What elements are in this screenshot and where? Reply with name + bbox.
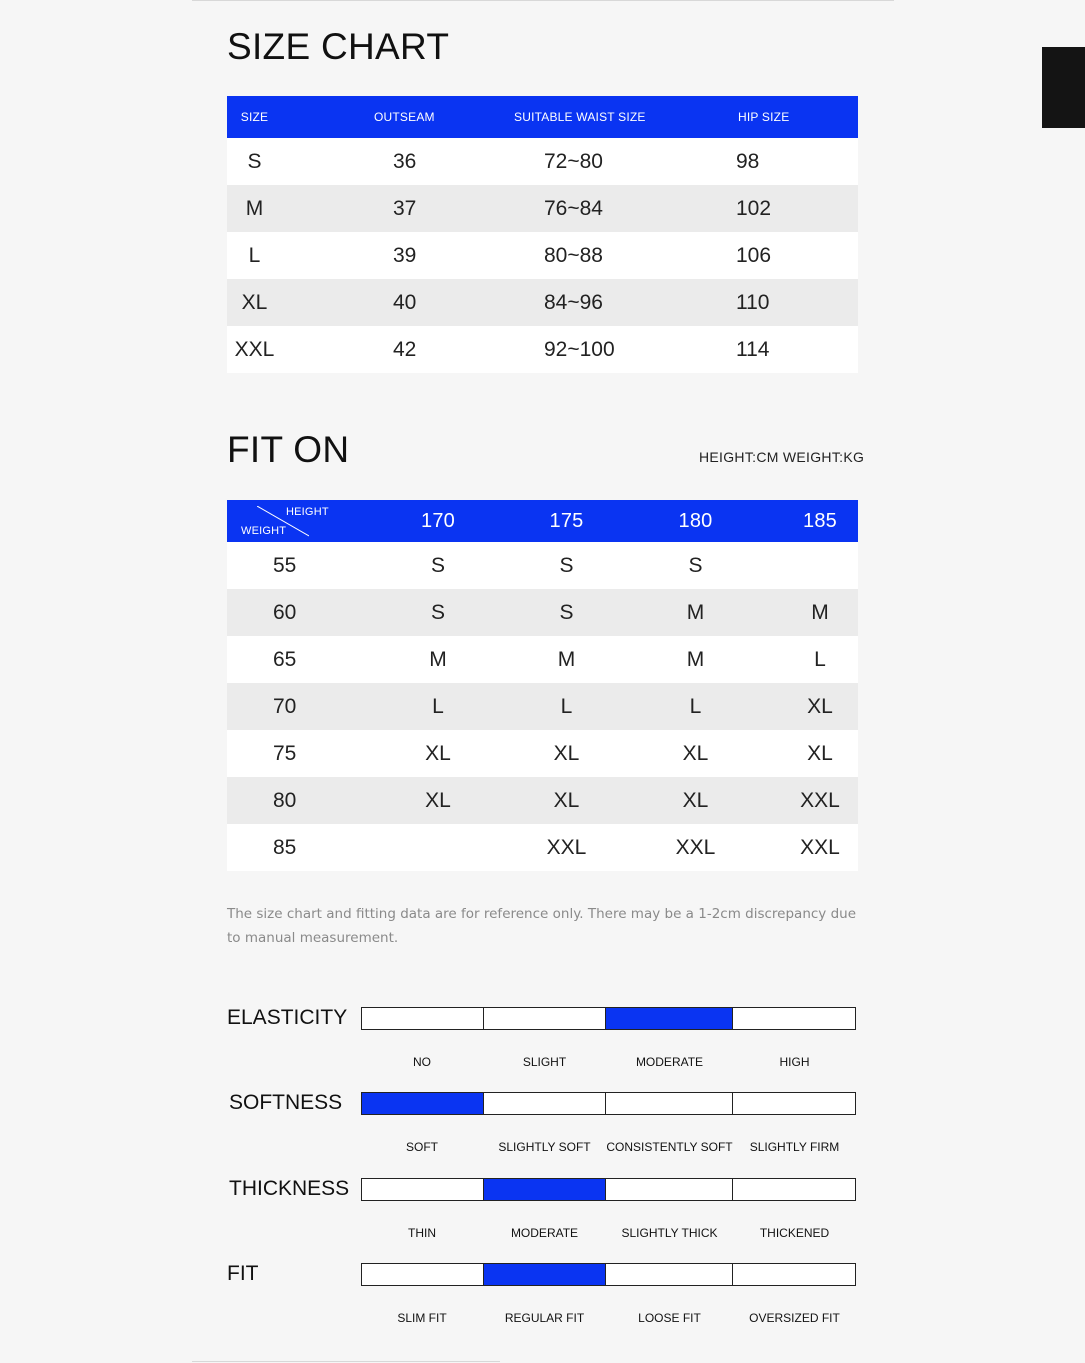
elasticity-scale-segment bbox=[733, 1008, 856, 1029]
height-axis-label: HEIGHT bbox=[286, 506, 329, 518]
hip-cell: 110 bbox=[696, 279, 858, 326]
elasticity-scale-segment bbox=[362, 1008, 484, 1029]
weight-cell: 80 bbox=[227, 777, 346, 824]
height-header-cell: 185 bbox=[732, 500, 858, 542]
thickness-option-label: THIN bbox=[408, 1226, 436, 1240]
recommended-size-cell: M bbox=[474, 636, 603, 683]
fit-on-row bbox=[227, 777, 858, 824]
outseam-cell: 42 bbox=[282, 326, 514, 373]
size-chart-row bbox=[227, 279, 858, 326]
softness-scale-segment bbox=[362, 1093, 484, 1114]
fit-on-row bbox=[227, 589, 858, 636]
weight-cell: 85 bbox=[227, 824, 346, 871]
fit-scale-segment bbox=[606, 1264, 732, 1285]
height-header-cell: 170 bbox=[346, 500, 474, 542]
reference-note: The size chart and fitting data are for reference only. There may be a 1-2cm discrepancy due to manual measurement. bbox=[227, 906, 857, 946]
outseam-cell: 36 bbox=[282, 138, 514, 185]
hip-cell: 114 bbox=[696, 326, 858, 373]
size-chart-row bbox=[227, 138, 858, 185]
recommended-size-cell: XL bbox=[732, 730, 858, 777]
waist-cell: 80~88 bbox=[514, 232, 696, 279]
size-cell: M bbox=[227, 185, 282, 232]
fit-on-row bbox=[227, 824, 858, 871]
height-header-cell: 180 bbox=[603, 500, 732, 542]
softness-options bbox=[361, 1140, 856, 1156]
elasticity-label: ELASTICITY bbox=[227, 1006, 348, 1029]
elasticity-option-label: NO bbox=[413, 1055, 431, 1069]
recommended-size-cell: L bbox=[474, 683, 603, 730]
size-chart-title: SIZE CHART bbox=[227, 26, 450, 67]
thickness-option-label: THICKENED bbox=[759, 1226, 830, 1240]
recommended-size-cell: S bbox=[474, 542, 603, 589]
recommended-size-cell: XXL bbox=[732, 824, 858, 871]
fit-on-header-row bbox=[227, 500, 858, 542]
elasticity-options bbox=[361, 1055, 856, 1071]
fit-on-table bbox=[227, 500, 858, 871]
thickness-option-label: MODERATE bbox=[510, 1226, 579, 1240]
size-chart-table bbox=[227, 96, 858, 373]
recommended-size-cell: L bbox=[603, 683, 732, 730]
recommended-size-cell: L bbox=[732, 636, 858, 683]
fit-scale-segment bbox=[484, 1264, 607, 1285]
fit-option-label: OVERSIZED FIT bbox=[749, 1311, 840, 1325]
weight-cell: 70 bbox=[227, 683, 346, 730]
hip-header-cell: HIP SIZE bbox=[696, 96, 858, 138]
recommended-size-cell: XL bbox=[474, 730, 603, 777]
thickness-scale-segment bbox=[362, 1179, 484, 1200]
outseam-cell: 37 bbox=[282, 185, 514, 232]
fit-scale-bar bbox=[361, 1263, 856, 1286]
thickness-scale-segment bbox=[733, 1179, 856, 1200]
size-header-cell: SIZE bbox=[227, 96, 282, 138]
thickness-scale-segment bbox=[484, 1179, 607, 1200]
softness-scale-bar bbox=[361, 1092, 856, 1115]
recommended-size-cell bbox=[346, 824, 474, 871]
thickness-label: THICKNESS bbox=[229, 1177, 350, 1200]
recommended-size-cell: XL bbox=[603, 777, 732, 824]
elasticity-option-label: SLIGHT bbox=[522, 1055, 567, 1069]
recommended-size-cell: XXL bbox=[732, 777, 858, 824]
fit-on-row bbox=[227, 730, 858, 777]
thickness-scale-bar bbox=[361, 1178, 856, 1201]
weight-cell: 75 bbox=[227, 730, 346, 777]
weight-cell: 60 bbox=[227, 589, 346, 636]
outseam-header-cell: OUTSEAM bbox=[282, 96, 514, 138]
recommended-size-cell: XL bbox=[474, 777, 603, 824]
recommended-size-cell: XL bbox=[732, 683, 858, 730]
softness-label: SOFTNESS bbox=[229, 1091, 343, 1114]
recommended-size-cell bbox=[732, 542, 858, 589]
waist-cell: 76~84 bbox=[514, 185, 696, 232]
fit-scale-segment bbox=[362, 1264, 484, 1285]
waist-header-cell: SUITABLE WAIST SIZE bbox=[514, 96, 696, 138]
size-cell: XL bbox=[227, 279, 282, 326]
softness-scale-segment bbox=[606, 1093, 732, 1114]
size-chart-header-row bbox=[227, 96, 858, 138]
units-note: HEIGHT:CM WEIGHT:KG bbox=[699, 449, 865, 465]
thickness-options bbox=[361, 1226, 856, 1242]
softness-option-label: SLIGHTLY FIRM bbox=[749, 1140, 840, 1154]
fit-scale-segment bbox=[733, 1264, 856, 1285]
hip-cell: 102 bbox=[696, 185, 858, 232]
softness-option-label: CONSISTENTLY SOFT bbox=[606, 1140, 733, 1154]
size-chart-row bbox=[227, 185, 858, 232]
recommended-size-cell: M bbox=[603, 636, 732, 683]
elasticity-option-label: MODERATE bbox=[635, 1055, 704, 1069]
side-tab[interactable] bbox=[1042, 47, 1085, 128]
fit-on-row bbox=[227, 636, 858, 683]
softness-scale-segment bbox=[484, 1093, 607, 1114]
waist-cell: 72~80 bbox=[514, 138, 696, 185]
size-cell: XXL bbox=[227, 326, 282, 373]
thickness-scale-segment bbox=[606, 1179, 732, 1200]
recommended-size-cell: XL bbox=[346, 777, 474, 824]
elasticity-scale-segment bbox=[484, 1008, 607, 1029]
recommended-size-cell: M bbox=[346, 636, 474, 683]
elasticity-scale-segment bbox=[606, 1008, 732, 1029]
elasticity-scale-bar bbox=[361, 1007, 856, 1030]
size-chart-row bbox=[227, 326, 858, 373]
recommended-size-cell: XL bbox=[603, 730, 732, 777]
hip-cell: 98 bbox=[696, 138, 858, 185]
fit-on-title: FIT ON bbox=[227, 429, 350, 470]
fit-option-label: REGULAR FIT bbox=[504, 1311, 585, 1325]
recommended-size-cell: XL bbox=[346, 730, 474, 777]
recommended-size-cell: S bbox=[346, 542, 474, 589]
elasticity-option-label: HIGH bbox=[779, 1055, 810, 1069]
recommended-size-cell: S bbox=[474, 589, 603, 636]
fit-option-label: LOOSE FIT bbox=[638, 1311, 701, 1325]
recommended-size-cell: XXL bbox=[603, 824, 732, 871]
outseam-cell: 40 bbox=[282, 279, 514, 326]
hip-cell: 106 bbox=[696, 232, 858, 279]
waist-cell: 92~100 bbox=[514, 326, 696, 373]
top-divider bbox=[192, 0, 894, 1]
weight-cell: 65 bbox=[227, 636, 346, 683]
recommended-size-cell: S bbox=[603, 542, 732, 589]
fit-on-row bbox=[227, 542, 858, 589]
size-cell: S bbox=[227, 138, 282, 185]
recommended-size-cell: L bbox=[346, 683, 474, 730]
weight-cell: 55 bbox=[227, 542, 346, 589]
fit-label: FIT bbox=[227, 1262, 259, 1285]
recommended-size-cell: XXL bbox=[474, 824, 603, 871]
recommended-size-cell: S bbox=[346, 589, 474, 636]
waist-cell: 84~96 bbox=[514, 279, 696, 326]
softness-option-label: SOFT bbox=[406, 1140, 438, 1154]
size-chart-row bbox=[227, 232, 858, 279]
thickness-option-label: SLIGHTLY THICK bbox=[621, 1226, 718, 1240]
fit-on-row bbox=[227, 683, 858, 730]
height-header-cell: 175 bbox=[474, 500, 603, 542]
bottom-divider bbox=[192, 1361, 500, 1362]
outseam-cell: 39 bbox=[282, 232, 514, 279]
size-cell: L bbox=[227, 232, 282, 279]
softness-scale-segment bbox=[733, 1093, 856, 1114]
weight-axis-label: WEIGHT bbox=[241, 525, 287, 537]
height-weight-corner-cell bbox=[227, 500, 346, 542]
softness-option-label: SLIGHTLY SOFT bbox=[498, 1140, 591, 1154]
recommended-size-cell: M bbox=[603, 589, 732, 636]
recommended-size-cell: M bbox=[732, 589, 858, 636]
fit-option-label: SLIM FIT bbox=[397, 1311, 447, 1325]
fit-options bbox=[361, 1311, 856, 1327]
